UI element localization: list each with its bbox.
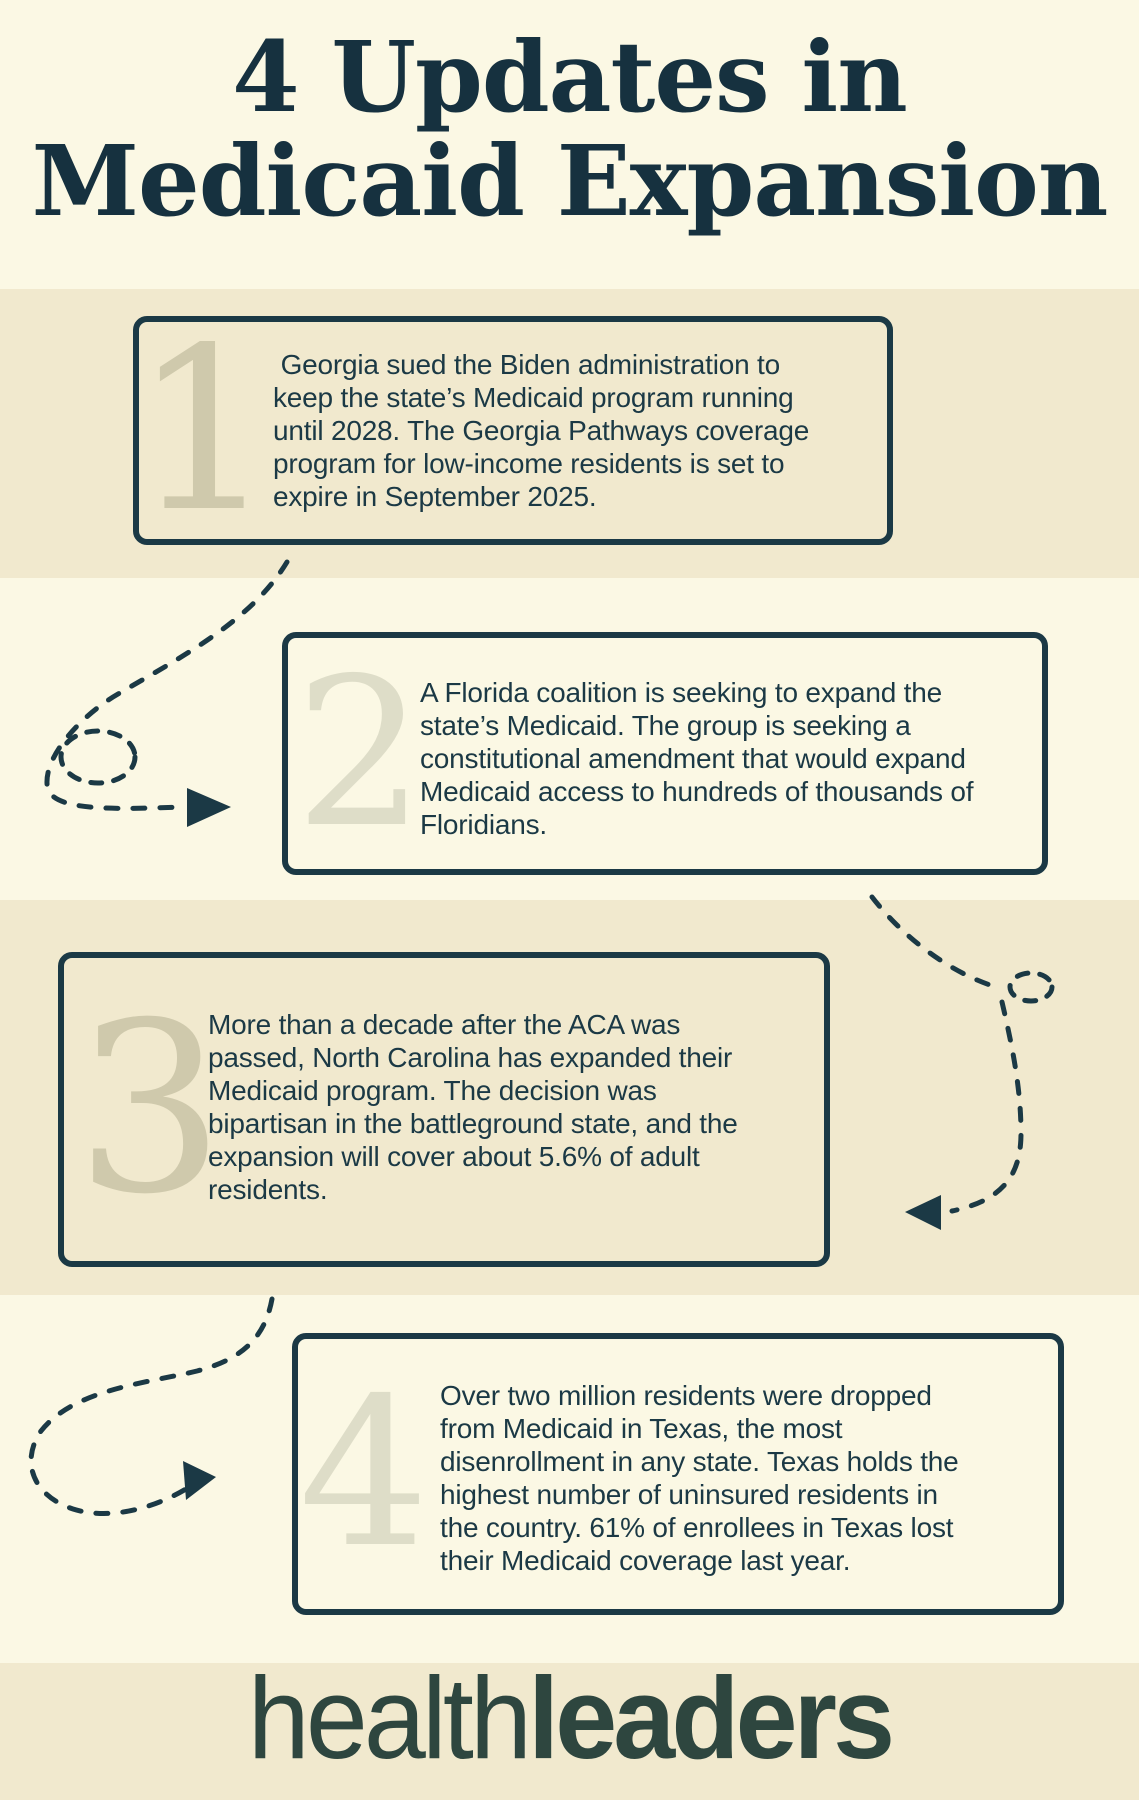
text-line: expansion will cover about 5.6% of adult bbox=[208, 1141, 700, 1172]
update-3-number: 3 bbox=[75, 973, 225, 1246]
text-line: constitutional amendment that would expand bbox=[420, 743, 966, 774]
text-line: Floridians. bbox=[420, 809, 547, 840]
text-line: the country. 61% of enrollees in Texas lost bbox=[440, 1512, 954, 1543]
text-line: keep the state’s Medicaid program running bbox=[273, 382, 794, 413]
text-line: program for low-income residents is set to bbox=[273, 448, 785, 479]
text-line: state’s Medicaid. The group is seeking a bbox=[420, 710, 911, 741]
text-line: from Medicaid in Texas, the most bbox=[440, 1413, 843, 1444]
update-box-1 bbox=[132, 299, 893, 562]
text-line: disenrollment in any state. Texas holds the bbox=[440, 1446, 959, 1477]
text-line: highest number of uninsured residents in bbox=[440, 1479, 938, 1510]
text-line: expire in September 2025. bbox=[273, 481, 597, 512]
page-title-line1: 4 Updates in bbox=[232, 20, 907, 134]
logo-leaders: leaders bbox=[528, 1653, 892, 1783]
text-line: bipartisan in the battleground state, and the bbox=[208, 1108, 738, 1139]
update-4-number: 4 bbox=[298, 1355, 430, 1593]
update-4-text bbox=[440, 1379, 1052, 1577]
update-2-text bbox=[420, 676, 1030, 841]
text-line: passed, North Carolina has expanded their bbox=[208, 1042, 733, 1073]
update-box-2 bbox=[282, 632, 1048, 875]
page-title-line2: Medicaid Expansion bbox=[31, 123, 1108, 238]
text-line: until 2028. The Georgia Pathways coverage bbox=[273, 415, 810, 446]
text-line: Medicaid program. The decision was bbox=[208, 1075, 657, 1106]
text-line: More than a decade after the ACA was bbox=[208, 1009, 681, 1040]
text-line: residents. bbox=[208, 1174, 328, 1205]
text-line: Over two million residents were dropped bbox=[440, 1380, 932, 1411]
text-line: Medicaid access to hundreds of thousands of bbox=[420, 776, 974, 807]
update-3-text bbox=[208, 1008, 818, 1206]
update-1-text bbox=[273, 348, 873, 513]
healthleaders-logo bbox=[23, 1653, 1116, 1783]
update-1-number: 1 bbox=[132, 299, 276, 562]
update-2-number: 2 bbox=[294, 634, 426, 873]
text-line: their Medicaid coverage last year. bbox=[440, 1545, 851, 1576]
page-title bbox=[0, 20, 1139, 238]
logo-health: health bbox=[247, 1653, 529, 1783]
update-box-3 bbox=[58, 952, 830, 1267]
text-line: Georgia sued the Biden administration to bbox=[273, 349, 780, 380]
update-box-4 bbox=[292, 1333, 1064, 1615]
text-line: A Florida coalition is seeking to expand the bbox=[420, 677, 942, 708]
